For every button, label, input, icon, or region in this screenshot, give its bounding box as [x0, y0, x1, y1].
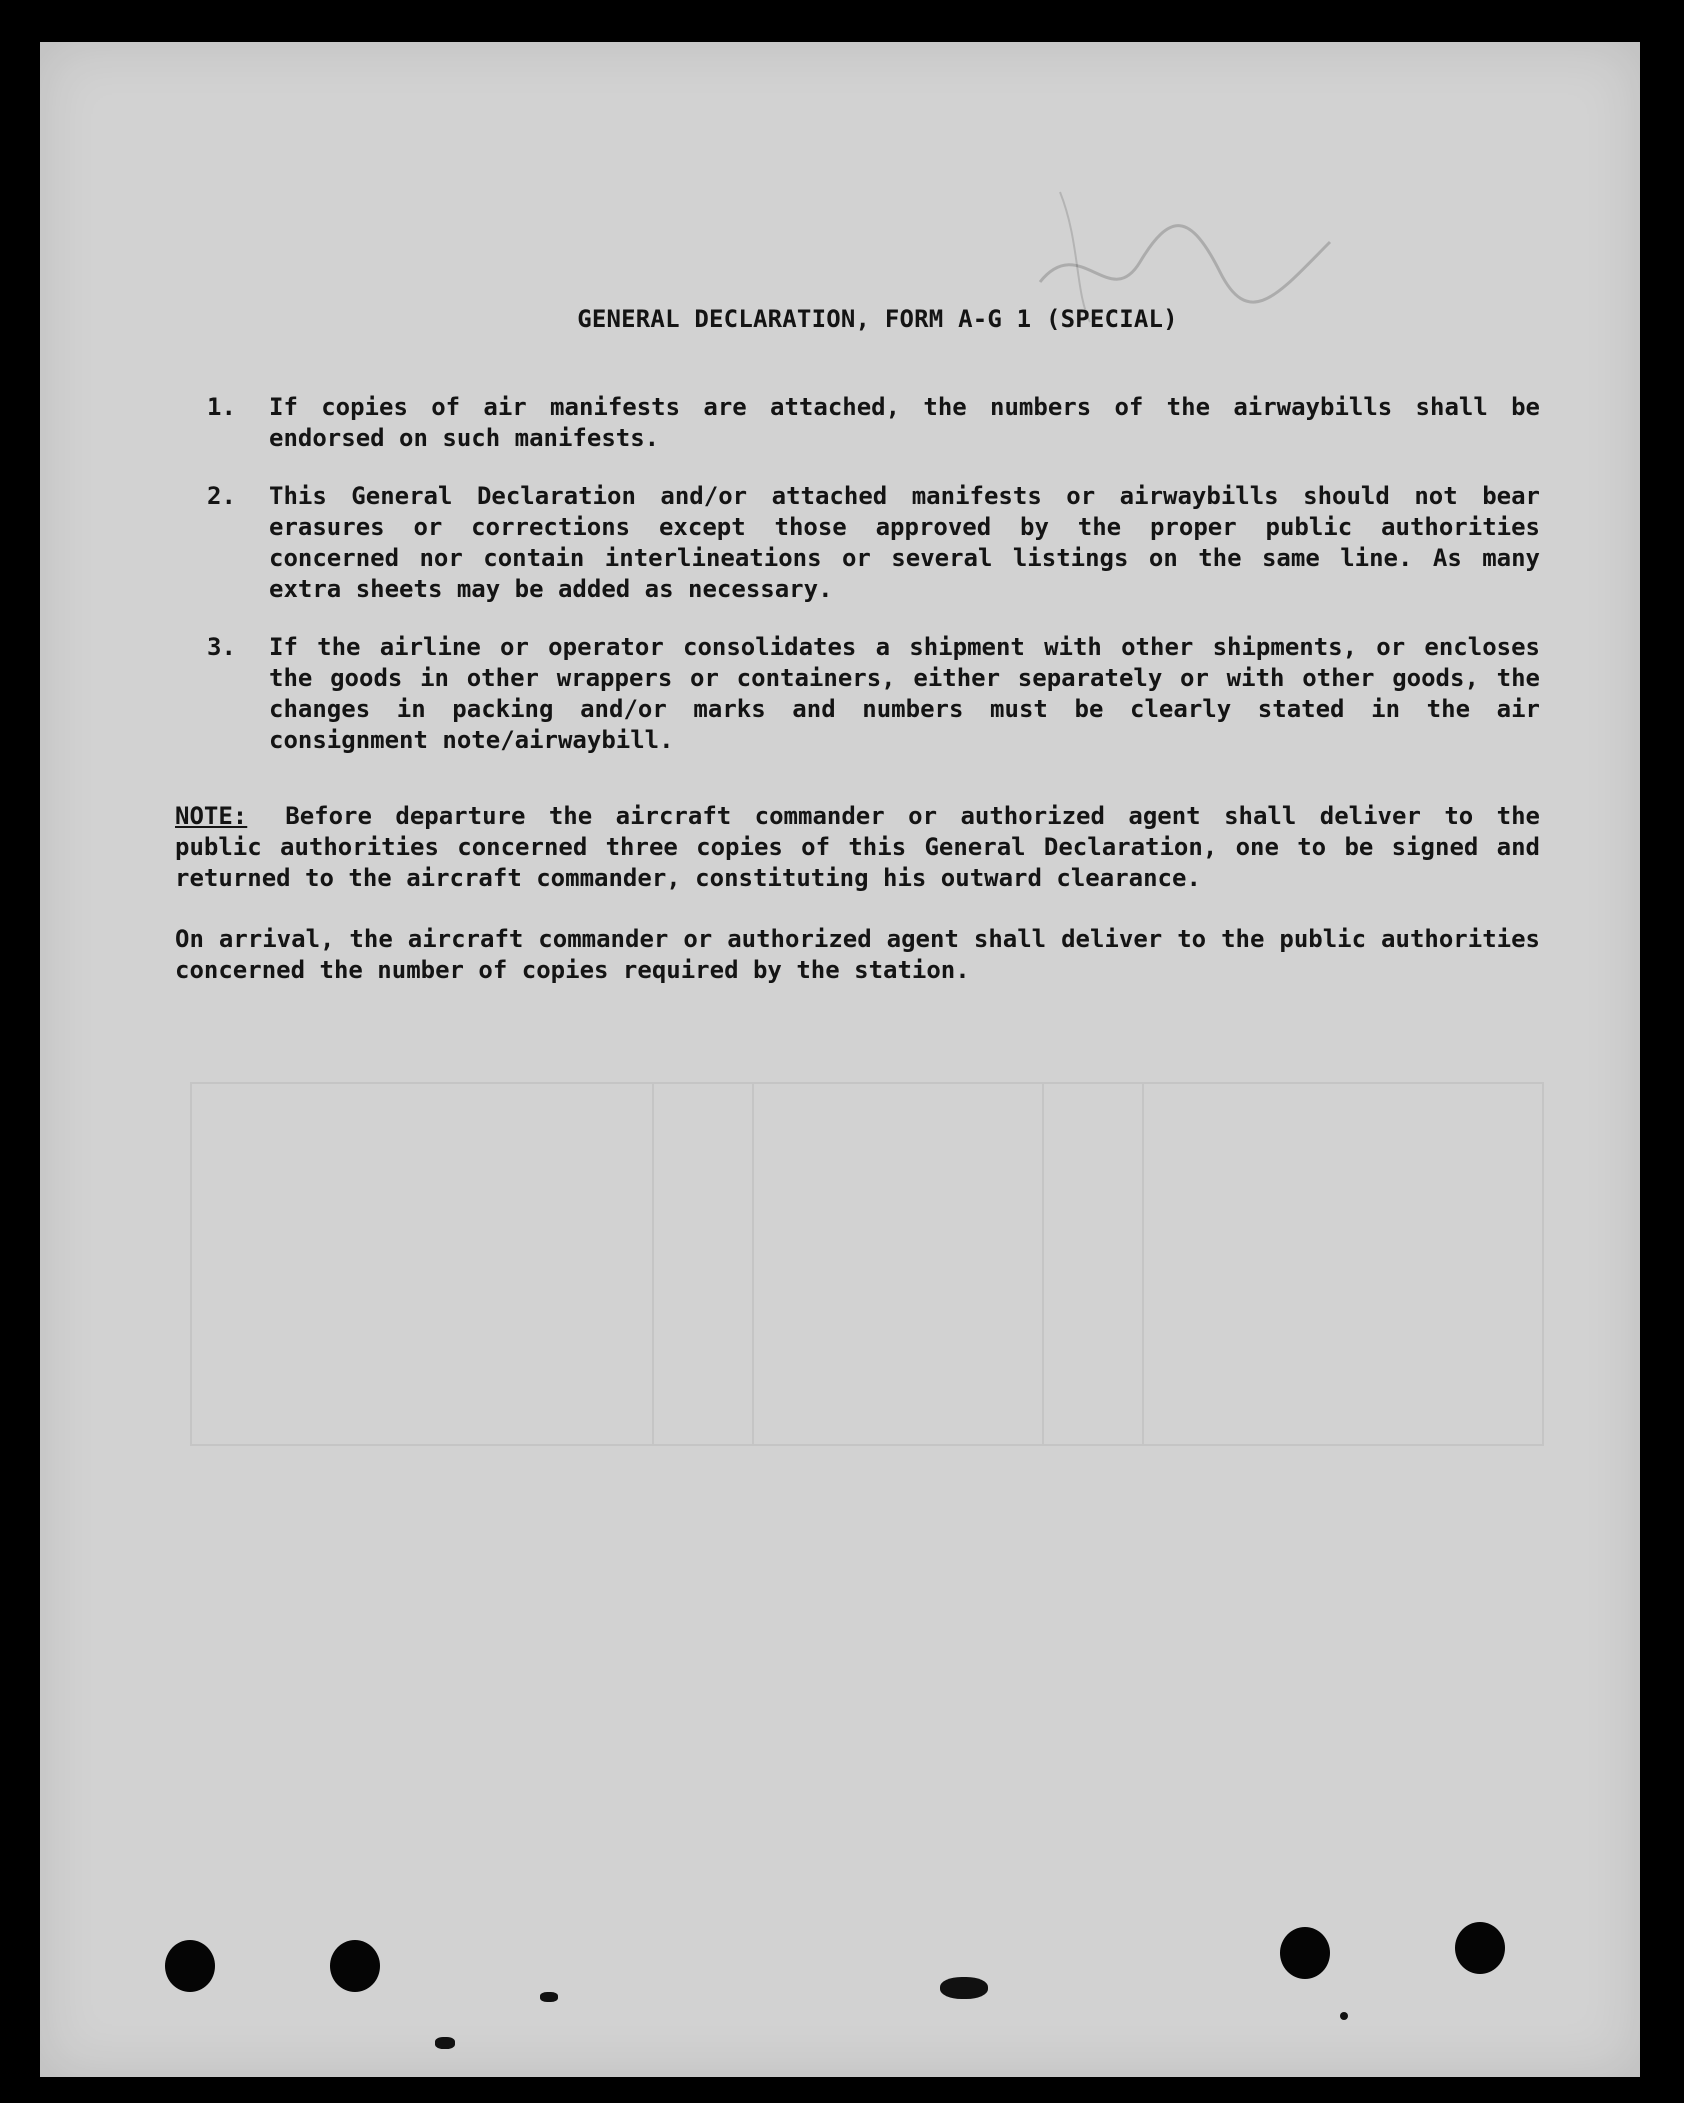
ink-speck	[540, 1992, 558, 2002]
note-text: Before departure the aircraft commander or authorized agent shall deliver to the public authorities concerned three copies of this General Declaration, one to be signed and returned to the aircraft commander, constituting his outward clearance.	[175, 802, 1540, 892]
declaration-body	[175, 304, 1540, 986]
list-item	[175, 392, 1540, 454]
punch-hole	[165, 1940, 215, 1992]
item-number: 3.	[207, 633, 236, 661]
punch-hole	[330, 1940, 380, 1992]
note-paragraph	[175, 801, 1540, 894]
note-label: NOTE:	[175, 802, 248, 830]
form-title: GENERAL DECLARATION, FORM A-G 1 (SPECIAL)	[577, 305, 1178, 333]
item-number: 1.	[207, 393, 236, 421]
list-item	[175, 481, 1540, 605]
list-item	[175, 632, 1540, 756]
bleed-through-table	[190, 1082, 1544, 1446]
ink-speck	[1340, 2012, 1348, 2020]
item-text: If the airline or operator consolidates a shipment with other shipments, or encloses the goods in other wrappers or containers, either separately or with other goods, the changes in packing and/or marks and numbers must be clearly stated in the air consignment note/airwaybill.	[269, 633, 1540, 754]
punch-hole	[1455, 1922, 1505, 1974]
item-number: 2.	[207, 482, 236, 510]
item-text: If copies of air manifests are attached, the numbers of the airwaybills shall be endorsed on such manifests.	[269, 393, 1540, 452]
ink-speck	[435, 2037, 455, 2049]
document-page	[40, 42, 1640, 2077]
item-text: This General Declaration and/or attached manifests or airwaybills should not bear erasures or corrections except those approved by the proper public authorities concerned nor contain interlineations or several listings on the same line. As many extra sheets may be added as necessary.	[269, 482, 1540, 603]
arrival-paragraph: On arrival, the aircraft commander or authorized agent shall deliver to the public authorities concerned the number of copies required by the station.	[175, 925, 1540, 984]
punch-hole	[1280, 1927, 1330, 1979]
ink-speck	[940, 1977, 988, 1999]
